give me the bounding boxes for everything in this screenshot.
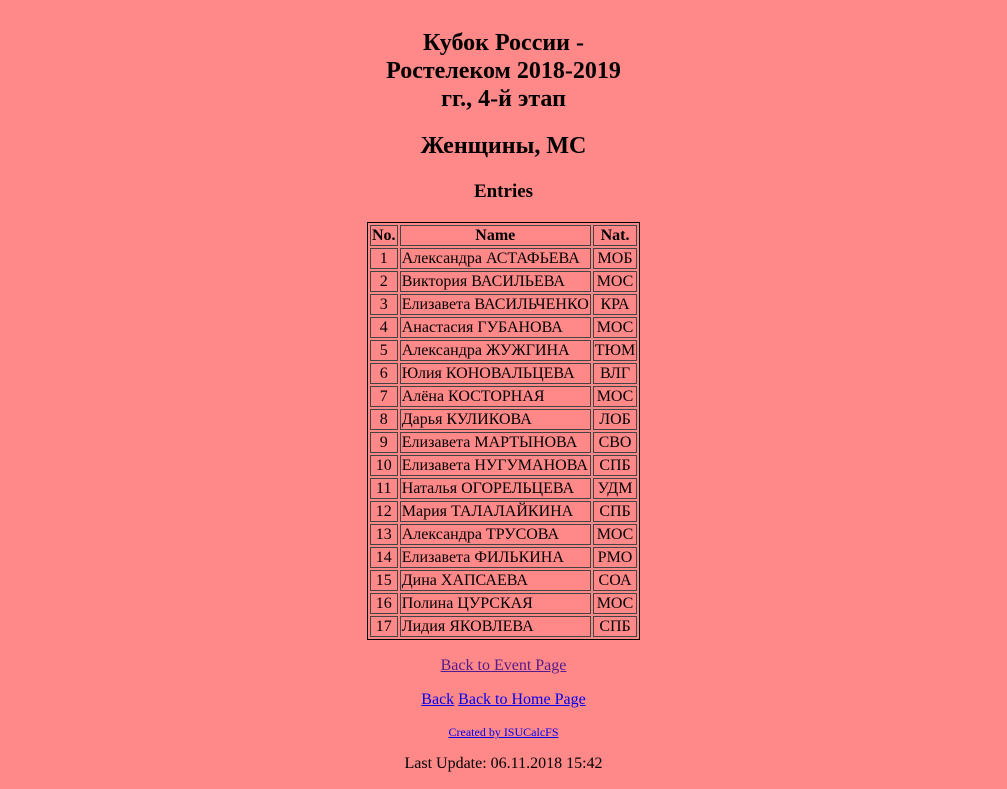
cell-nat: ВЛГ (593, 363, 637, 384)
back-to-event-link[interactable]: Back to Event Page (440, 657, 567, 674)
cell-no: 15 (370, 570, 398, 591)
cell-nat: МОС (593, 524, 637, 545)
table-body (370, 248, 638, 637)
cell-nat: КРА (593, 294, 637, 315)
category-title: Женщины, МС (420, 133, 587, 159)
cell-no: 6 (370, 363, 398, 384)
cell-nat: УДМ (593, 478, 637, 499)
table-row (370, 478, 638, 499)
cell-name: Елизавета ВАСИЛЬЧЕНКО (401, 296, 589, 313)
cell-nat: СОА (593, 570, 637, 591)
cell-name: Наталья ОГОРЕЛЬЦЕВА (400, 478, 591, 499)
cell-no: 1 (370, 248, 398, 269)
table-row (370, 248, 638, 269)
column-header-no: No. (370, 225, 398, 246)
cell-no: 5 (370, 340, 398, 361)
column-header-name: Name (400, 225, 591, 246)
cell-name: Полина ЦУРСКАЯ (400, 593, 591, 614)
cell-no: 11 (370, 478, 398, 499)
table-row (370, 524, 638, 545)
cell-name: Елизавета МАРТЫНОВА (400, 432, 591, 453)
cell-nat: ТЮМ (594, 342, 636, 359)
cell-no: 13 (370, 524, 398, 545)
cell-nat: МОБ (593, 248, 637, 269)
cell-name: Дина ХАПСАЕВА (400, 570, 591, 591)
cell-nat: МОС (593, 386, 637, 407)
column-header-nat: Nat. (593, 225, 637, 246)
cell-no: 4 (370, 317, 398, 338)
cell-nat: РМО (593, 547, 637, 568)
table-header-row (370, 225, 638, 246)
cell-name: Дарья КУЛИКОВА (400, 409, 591, 430)
cell-nat: ЛОБ (593, 409, 637, 430)
table-row (370, 386, 638, 407)
table-row (370, 455, 638, 476)
cell-no: 10 (370, 455, 398, 476)
cell-name: Александра ТРУСОВА (400, 524, 591, 545)
cell-no: 7 (370, 386, 398, 407)
table-row (370, 570, 638, 591)
cell-no: 8 (370, 409, 398, 430)
cell-name: Юлия КОНОВАЛЬЦЕВА (400, 363, 591, 384)
cell-nat: СПБ (593, 616, 637, 637)
cell-name: Александра ЖУЖГИНА (400, 340, 591, 361)
cell-name: Анастасия ГУБАНОВА (400, 317, 591, 338)
cell-name: Мария ТАЛАЛАЙКИНА (400, 501, 591, 522)
cell-no: 14 (370, 547, 398, 568)
table-row (370, 271, 638, 292)
cell-name: Елизавета НУГУМАНОВА (400, 455, 591, 476)
back-event-container (0, 656, 1007, 676)
section-title: Entries (473, 181, 534, 202)
cell-name: Алёна КОСТОРНАЯ (400, 386, 591, 407)
cell-nat: МОС (593, 271, 637, 292)
table-row (370, 501, 638, 522)
last-update: Last Update: 06.11.2018 15:42 (404, 755, 603, 772)
table-row (370, 547, 638, 568)
cell-no: 16 (370, 593, 398, 614)
entries-table (367, 222, 641, 640)
cell-no: 17 (370, 616, 398, 637)
table-row (370, 363, 638, 384)
table-row (370, 340, 638, 361)
table-row (370, 409, 638, 430)
cell-name: Елизавета ФИЛЬКИНА (400, 547, 591, 568)
cell-name: Александра АСТАФЬЕВА (400, 248, 591, 269)
table-row (370, 432, 638, 453)
cell-nat: МОС (593, 317, 637, 338)
page-title: Кубок России - Ростелеком 2018-2019 гг., 4-й этап (386, 30, 621, 112)
cell-name: Виктория ВАСИЛЬЕВА (400, 271, 591, 292)
cell-nat: СПБ (593, 455, 637, 476)
table-row (370, 593, 638, 614)
created-by-container (0, 724, 1007, 740)
table-row (370, 317, 638, 338)
cell-nat: СВО (593, 432, 637, 453)
table-row (370, 294, 638, 315)
back-links-container (0, 690, 1007, 710)
back-link[interactable]: Back (421, 691, 455, 708)
cell-no: 2 (370, 271, 398, 292)
cell-no: 3 (370, 294, 398, 315)
cell-name: Лидия ЯКОВЛЕВА (400, 616, 591, 637)
cell-nat: МОС (593, 593, 637, 614)
back-to-home-link[interactable]: Back to Home Page (458, 691, 586, 708)
cell-no: 12 (370, 501, 398, 522)
cell-no: 9 (370, 432, 398, 453)
table-row (370, 616, 638, 637)
cell-nat: СПБ (593, 501, 637, 522)
created-by-link[interactable]: Created by ISUCalcFS (448, 725, 559, 739)
